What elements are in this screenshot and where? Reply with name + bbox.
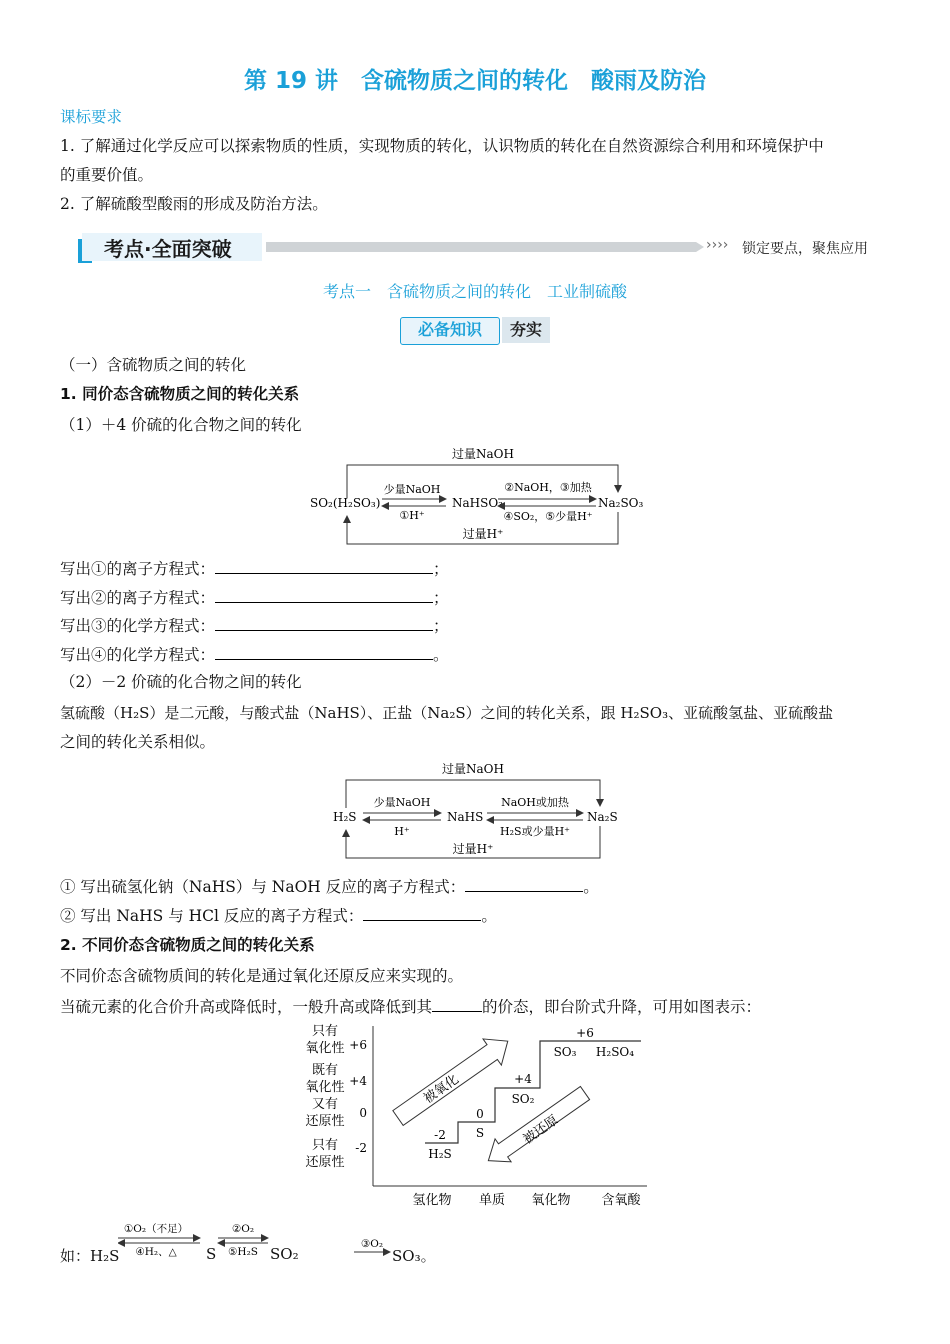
knowledge-badge (400, 317, 552, 343)
d1-left-species: SO₂(H₂SO₃) (310, 496, 381, 510)
part1-heading: （一）含硫物质之间的转化 (60, 356, 247, 374)
staircase-diagram (295, 1018, 665, 1214)
d1-bottom-label: 过量H⁺ (462, 527, 504, 541)
y-tick-plus6: +6 (349, 1038, 367, 1052)
section-title: 考点一 含硫物质之间的转化 工业制硫酸 (322, 282, 627, 301)
fill-line-1: 写出①的离子方程式： ； (60, 557, 449, 579)
banner-tag: 考点·全面突破 (104, 237, 232, 261)
x-cat-hydride: 氢化物 (412, 1193, 452, 1208)
diagram-plus4-sulfur (300, 440, 660, 550)
chain-a2-bot: ⑤H₂S (228, 1246, 258, 1258)
x-cat-element: 单质 (478, 1193, 506, 1208)
label-only-oxidizing-1: 只有 (311, 1024, 339, 1039)
subsection-1-1: （1）＋4 价硫的化合物之间的转化 (60, 416, 302, 434)
y-tick-0: 0 (359, 1106, 367, 1120)
requirement-1-line1: 1. 了解通过化学反应可以探索物质的性质，实现物质的转化，认识物质的转化在自然资源综合利用和环境保护中 (60, 137, 824, 155)
step-h2s: H₂S (428, 1147, 452, 1161)
step-so3: SO₃ (553, 1045, 577, 1059)
fill-line-4: 写出④的化学方程式： 。 (60, 643, 449, 665)
step-so2: SO₂ (511, 1092, 535, 1106)
section-banner (76, 229, 876, 265)
x-cat-oxide: 氧化物 (531, 1193, 571, 1208)
chain-a3-top: ③O₂ (360, 1238, 384, 1250)
answer-blank-1[interactable] (215, 557, 433, 574)
banner-right-text: 锁定要点，聚焦应用 (742, 241, 868, 257)
step-plus6-value: +6 (576, 1026, 594, 1040)
d1-a1-bot: ①H⁺ (399, 509, 425, 522)
subsection-1-heading: 1. 同价态含硫物质之间的转化关系 (60, 385, 300, 403)
d1-right-species: Na₂SO₃ (598, 496, 644, 510)
chain-so2: SO₂ (270, 1245, 299, 1263)
paragraph-redox: 不同价态含硫物质间的转化是通过氧化还原反应来实现的。 (60, 967, 464, 985)
label-both-4: 还原性 (305, 1114, 345, 1129)
oxidized-label: 被氧化 (421, 1072, 462, 1107)
step-s: S (475, 1126, 485, 1140)
page-title: 第 19 讲 含硫物质之间的转化 酸雨及防治 (243, 68, 707, 94)
d1-top-label: 过量NaOH (452, 447, 514, 461)
badge-left: 必备知识 (400, 317, 500, 345)
label-only-oxidizing-2: 氧化性 (305, 1041, 345, 1056)
step-minus2-value: -2 (434, 1128, 446, 1142)
d2-bottom-label: 过量H⁺ (452, 842, 494, 856)
answer-blank-2[interactable] (215, 586, 433, 603)
x-cat-oxyacid: 含氧酸 (601, 1193, 641, 1208)
d2-left-species: H₂S (333, 810, 357, 824)
step-0-value: 0 (476, 1107, 484, 1121)
banner-arrows: ›››› (706, 237, 729, 253)
badge-right: 夯实 (502, 317, 550, 343)
d2-top-label: 过量NaOH (442, 762, 504, 776)
d1-a1-top: 少量NaOH (383, 483, 441, 496)
label-both-2: 氧化性 (305, 1080, 345, 1095)
label-only-reducing-2: 还原性 (305, 1155, 345, 1170)
answer-blank-4[interactable] (215, 643, 433, 660)
paragraph-line-2: 之间的转化关系相似。 (60, 733, 216, 751)
question-2: ② 写出 NaHS 与 HCl 反应的离子方程式： 。 (60, 904, 497, 926)
chain-arrows (118, 1218, 418, 1268)
chain-a1-top: ①O₂（不足） (123, 1223, 189, 1235)
d2-right-species: Na₂S (587, 810, 618, 824)
d2-a1-bot: H⁺ (394, 825, 410, 838)
d1-a2-bot: ④SO₂，⑤少量H⁺ (503, 510, 593, 523)
oxidized-arrow (389, 1028, 517, 1131)
reaction-chain (60, 1218, 480, 1268)
paragraph-line-1: 氢硫酸（H₂S）是二元酸，与酸式盐（NaHS）、正盐（Na₂S）之间的转化关系，跟 H₂SO₃、亚硫酸氢盐、亚硫酸盐 (60, 704, 834, 722)
question-1: ① 写出硫氢化钠（NaHS）与 NaOH 反应的离子方程式： 。 (60, 875, 599, 897)
paragraph-stair: 当硫元素的化合价升高或降低时，一般升高或降低到其 的价态，即台阶式升降，可用如图表示： (60, 995, 761, 1017)
step-plus4-value: +4 (514, 1072, 532, 1086)
label-both-3: 又有 (311, 1097, 339, 1112)
label-both-1: 既有 (311, 1063, 339, 1078)
y-tick-plus4: +4 (349, 1074, 367, 1088)
requirements-heading: 课标要求 (60, 108, 123, 126)
requirement-2: 2. 了解硫酸型酸雨的形成及防治方法。 (60, 195, 328, 213)
answer-blank-q1[interactable] (465, 875, 583, 892)
reduced-label: 被还原 (520, 1112, 562, 1148)
d2-a2-top: NaOH或加热 (501, 796, 569, 809)
fill-line-3: 写出③的化学方程式： ； (60, 614, 449, 636)
chain-so3: SO₃。 (392, 1247, 436, 1265)
d2-mid-species: NaHS (447, 810, 484, 824)
y-tick-minus2: -2 (355, 1141, 367, 1155)
answer-blank-valence[interactable] (432, 995, 482, 1012)
label-only-reducing-1: 只有 (311, 1138, 339, 1153)
d1-mid-species: NaHSO₃ (452, 496, 503, 510)
chain-s: S (206, 1245, 217, 1263)
answer-blank-q2[interactable] (363, 904, 481, 921)
chain-a2-top: ②O₂ (231, 1223, 255, 1235)
subsection-1-2: （2）－2 价硫的化合物之间的转化 (60, 673, 302, 691)
answer-blank-3[interactable] (215, 614, 433, 631)
diagram-minus2-sulfur (325, 756, 625, 864)
d2-a2-bot: H₂S或少量H⁺ (500, 825, 570, 838)
chain-prefix: 如：H₂S (60, 1247, 120, 1265)
subsection-2-heading: 2. 不同价态含硫物质之间的转化关系 (60, 936, 315, 954)
fill-line-2: 写出②的离子方程式： ； (60, 586, 449, 608)
step-h2so4: H₂SO₄ (595, 1045, 635, 1059)
d1-a2-top: ②NaOH，③加热 (504, 481, 592, 494)
d2-a1-top: 少量NaOH (373, 796, 431, 809)
requirement-1-line2: 的重要价值。 (60, 166, 154, 184)
chain-a1-bot: ④H₂、△ (135, 1246, 177, 1258)
